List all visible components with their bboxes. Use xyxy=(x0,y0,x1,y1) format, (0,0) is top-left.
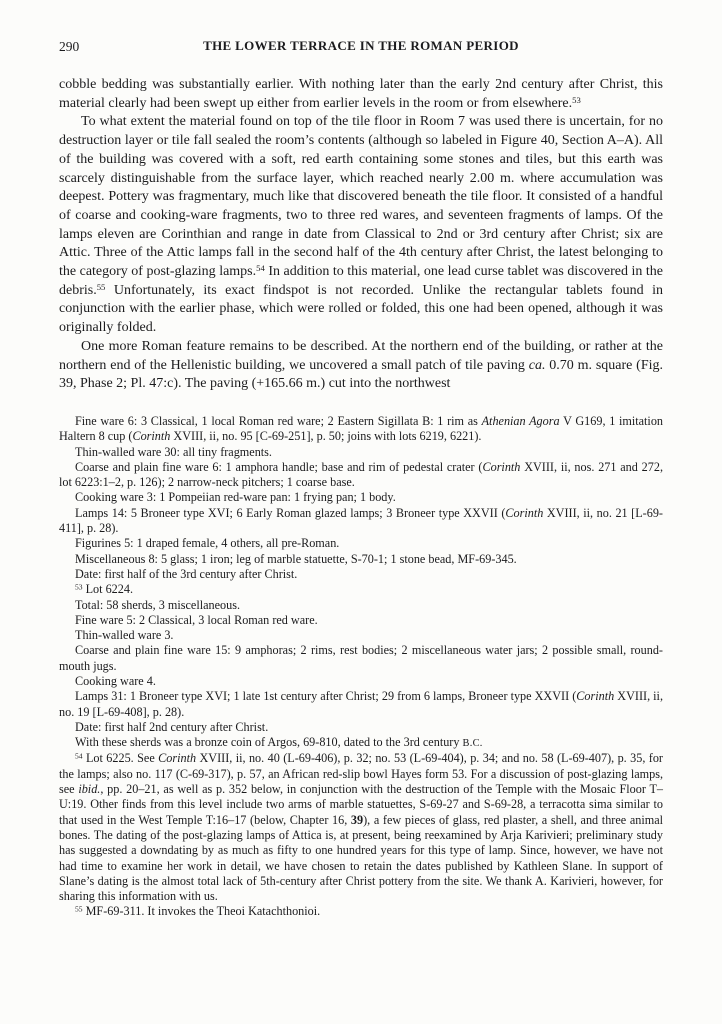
text-segment: Lot 6225. See xyxy=(82,751,159,766)
footnote-reference: 54 xyxy=(75,752,83,762)
text-segment: Cooking ware 4. xyxy=(75,674,156,688)
text-segment: V G169, 1 imitation Haltern 8 cup ( xyxy=(59,413,664,444)
footnote-paragraph xyxy=(59,735,663,751)
text-segment: Miscellaneous 8: 5 glass; 1 iron; leg of marble statuette, S-70-1; 1 stone bead, MF-69-345. xyxy=(75,551,517,566)
text-segment: With these sherds was a bronze coin of Argos, 69-810, dated to the 3rd century xyxy=(75,735,463,750)
footnote-reference: 55 xyxy=(96,281,106,292)
text-segment: To what extent the material found on top of the tile floor in Room 7 was used there is uncertain, for no destruction layer or tile fall sealed the room’s contents (although so labeled in Figure 40, Section A–A). All of the building was covered with a soft, red earth containing some stones and tiles, but this earth was scarcely distinguishable from the surface layer, which reached nearly 2.00 m. where accumulation was deepest. Pottery was fragmentary, much like that discovered beneath the tile floor. It consisted of a handful of coarse and cooking-ware fragments, two to three red wares, and seventeen fragments of lamps. Of the lamps eleven are Corinthian and range in date from Classical to 2nd or 3rd century after Christ; six are Attic. Three of the Attic lamps fall in the second half of the 4th century after Christ, the latest belonging to the category of post-glazing lamps. xyxy=(59,114,663,280)
footnote-paragraph xyxy=(59,904,663,919)
footnote-reference: 55 xyxy=(75,905,83,915)
footnote-paragraph xyxy=(59,460,663,491)
text-segment: Lamps 14: 5 Broneer type XVI; 6 Early Roman glazed lamps; 3 Broneer type XXVII ( xyxy=(75,505,506,520)
footnote-paragraph xyxy=(59,674,663,689)
footnote-reference: 53 xyxy=(572,94,581,105)
text-segment: Corinth xyxy=(576,689,615,704)
text-segment: Corinth xyxy=(505,505,544,520)
footnote-paragraph xyxy=(59,536,663,551)
text-segment: XVIII, ii, nos. 271 and 272, lot 6223:1–2, p. 126); 2 narrow-neck pitchers; 1 coarse base. xyxy=(59,459,663,490)
text-segment: Corinth xyxy=(158,751,197,766)
text-segment: XVIII, ii, no. 95 [C-69-251], p. 50; joins with lots 6219, 6221). xyxy=(170,429,482,444)
running-title: THE LOWER TERRACE IN THE ROMAN PERIOD xyxy=(203,38,519,53)
text-segment: Coarse and plain fine ware 15: 9 amphoras; 2 rims, rest bodies; 2 miscellaneous water jars; 2 possible small, round-mouth jugs. xyxy=(59,643,663,673)
footnote-paragraph xyxy=(59,751,663,904)
text-segment: Cooking ware 3: 1 Pompeiian red-ware pan: 1 frying pan; 1 body. xyxy=(75,490,396,505)
footnote-paragraph xyxy=(59,506,663,537)
footnote-paragraph xyxy=(59,414,663,445)
text-segment: cobble bedding was substantially earlier. With nothing later than the early 2nd century after Christ, this material clearly had been swept up either from earlier levels in the room or from elsewhere. xyxy=(59,77,663,111)
page-number: 290 xyxy=(59,39,80,54)
text-segment: Figurines 5: 1 draped female, 4 others, all pre-Roman. xyxy=(75,536,340,551)
text-segment: 39 xyxy=(350,812,364,827)
footnote-paragraph xyxy=(59,582,663,597)
text-segment: ibid. xyxy=(78,782,101,797)
footnote-paragraph xyxy=(59,598,663,613)
footnote-paragraph xyxy=(59,628,663,643)
footnote-reference: 54 xyxy=(256,263,265,274)
text-segment: Coarse and plain fine ware 6: 1 amphora handle; base and rim of pedestal crater ( xyxy=(75,459,483,474)
footnote-paragraph xyxy=(59,567,663,582)
text-segment: Athenian Agora xyxy=(481,413,560,428)
text-segment: Thin-walled ware 3. xyxy=(75,628,174,643)
text-segment: ), a few pieces of glass, red plaster, a shell, and three animal bones. The dating of the post-glazing lamps of Attica is, at present, being reexamined by Arja Karivieri; preliminary study has suggested a downdating by as much as fifty to one hundred years for this type of lamp. Since, however, we have not had time to examine her work in detail, we have chosen to retain the dates published by Kathleen Slane. In support of Slane’s dating is the almost total lack of 5th-century after Christ pottery from the site. We thank A. Karivieri, however, for sharing this information with us. xyxy=(59,812,663,904)
body-paragraph xyxy=(59,113,663,337)
text-segment: Total: 58 sherds, 3 miscellaneous. xyxy=(75,597,241,612)
footnote-paragraph xyxy=(59,445,663,460)
text-segment: XVIII, ii, no. 21 [L-69-411], p. 28). xyxy=(59,505,663,536)
text-segment: Date: first half 2nd century after Christ. xyxy=(75,719,269,734)
text-segment: ca. xyxy=(528,357,546,373)
text-segment: Thin-walled ware 30: all tiny fragments. xyxy=(75,444,272,459)
footnote-paragraph xyxy=(59,689,663,720)
footnote-paragraph xyxy=(59,552,663,567)
footnote-paragraph xyxy=(59,613,663,628)
text-segment: XVIII, ii, no. 19 [L-69-408], p. 28). xyxy=(59,689,663,719)
text-segment: Fine ware 6: 3 Classical, 1 local Roman red ware; 2 Eastern Sigillata B: 1 rim as xyxy=(75,413,482,428)
body-paragraph xyxy=(59,76,663,113)
text-segment: Lamps 31: 1 Broneer type XVI; 1 late 1st century after Christ; 29 from 6 lamps, Broneer type XXVII ( xyxy=(75,689,577,704)
body-paragraph xyxy=(59,338,663,394)
footnote-paragraph xyxy=(59,490,663,505)
text-segment: Lot 6224. xyxy=(82,582,133,597)
footnote-reference: 53 xyxy=(75,582,83,592)
footnote-paragraph xyxy=(59,643,663,674)
text-segment: Fine ware 5: 2 Classical, 3 local Roman red ware. xyxy=(75,612,318,627)
text-segment: In addition to this material, one lead curse tablet was discovered in the debris. xyxy=(59,264,663,298)
text-segment: Corinth xyxy=(132,429,171,444)
text-segment: B.C. xyxy=(462,738,483,750)
page-header xyxy=(59,38,663,56)
text-segment: MF-69-311. It invokes the Theoi Katachthonioi. xyxy=(82,904,321,919)
text-segment: Unfortunately, its exact findspot is not recorded. Unlike the rectangular tablets found in conjunction with the earlier phase, which were rolled or folded, this one had been opened, although it was originally folded. xyxy=(59,282,663,336)
text-segment: Date: first half of the 3rd century after Christ. xyxy=(75,566,298,581)
footnotes xyxy=(59,414,663,920)
body-text xyxy=(59,76,663,394)
text-segment: One more Roman feature remains to be described. At the northern end of the building, or rather at the northern end of the Hellenistic building, we uncovered a small patch of tile paving xyxy=(59,338,663,373)
text-segment: , pp. 20–21, as well as p. 352 below, in conjunction with the destruction of the Temple with the Mosaic Floor T–U:19. Other finds from this level include two arms of marble statuettes, S-69-27 and S-69-28, a terracotta sima similar to that used in the West Temple T:16–17 (below, Chapter 16, xyxy=(59,782,663,827)
text-segment: XVIII, ii, no. 40 (L-69-406), p. 32; no. 53 (L-69-404), p. 34; and no. 58 (L-69-407), p. 35, for the lamps; also no. 117 (C-69-317), p. 57, an African red-slip bowl Hayes form 53. For a discussion of post-glazing lamps, see xyxy=(59,751,663,797)
text-segment: Corinth xyxy=(482,459,521,474)
footnote-paragraph xyxy=(59,720,663,735)
text-segment: 0.70 m. square (Fig. 39, Phase 2; Pl. 47:c). The paving (+165.66 m.) cut into the northwest xyxy=(59,357,664,392)
